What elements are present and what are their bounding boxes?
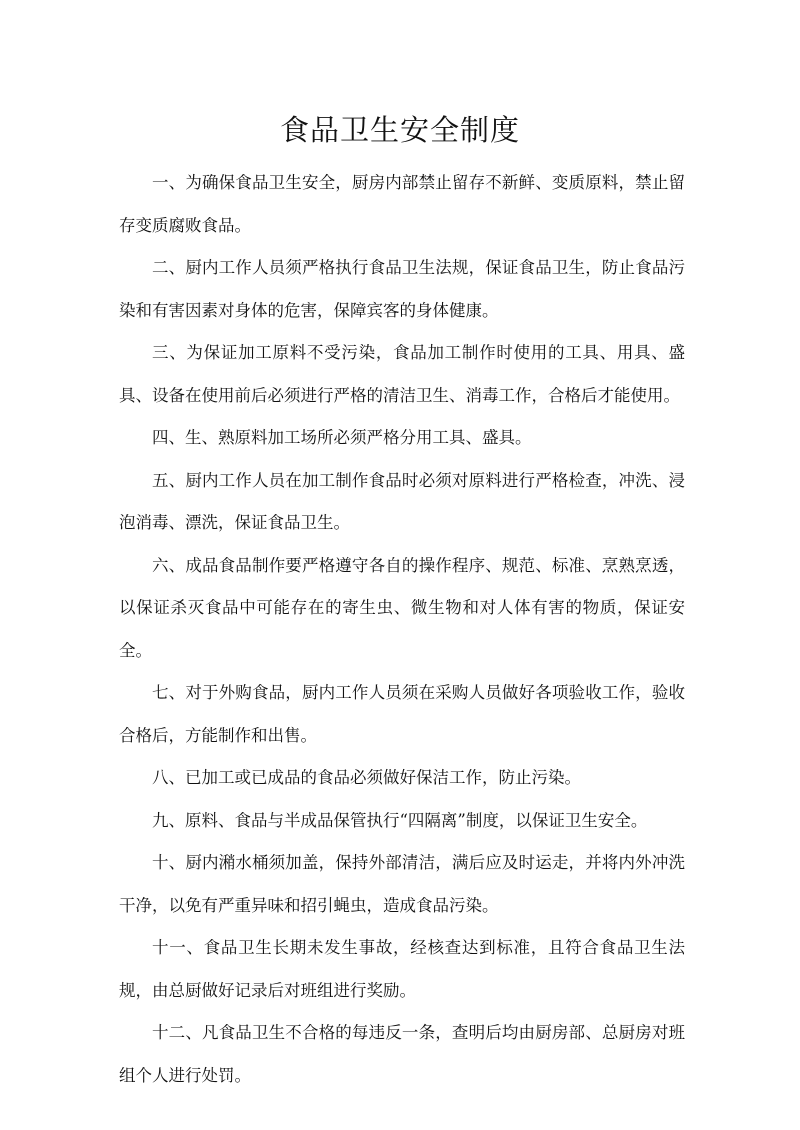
document-body: [119, 162, 685, 1097]
paragraph-11: 十一、食品卫生长期未发生事故，经核查达到标准，且符合食品卫生法规，由总厨做好记录后对班组进行奖励。: [119, 938, 685, 1000]
document-title: 食品卫生安全制度: [279, 113, 520, 147]
paragraph-3: 三、为保证加工原料不受污染，食品加工制作时使用的工具、用具、盛具、设备在使用前后必须进行严格的清洁卫生、消毒工作，合格后才能使用。: [119, 343, 685, 405]
paragraph-4: 四、生、熟原料加工场所必须严格分用工具、盛具。: [152, 428, 532, 447]
paragraph-1: 一、为确保食品卫生安全，厨房内部禁止留存不新鲜、变质原料，禁止留存变质腐败食品。: [119, 173, 685, 235]
paragraph-6: 六、成品食品制作要严格遵守各自的操作程序、规范、标准、烹熟烹透，以保证杀灭食品中可能存在的寄生虫、微生物和对人体有害的物质，保证安全。: [119, 555, 685, 660]
paragraph-9: 九、原料、食品与半成品保管执行“四隔离”制度，以保证卫生安全。: [152, 810, 648, 830]
paragraph-2: 二、厨内工作人员须严格执行食品卫生法规，保证食品卫生，防止食品污染和有害因素对身体的危害，保障宾客的身体健康。: [119, 258, 685, 320]
paragraph-10: 十、厨内潲水桶须加盖，保持外部清洁，满后应及时运走，并将内外冲洗干净，以免有严重异味和招引蝇虫，造成食品污染。: [119, 853, 685, 915]
paragraph-7: 七、对于外购食品，厨内工作人员须在采购人员做好各项验收工作，验收合格后，方能制作和出售。: [119, 683, 685, 745]
paragraph-5: 五、厨内工作人员在加工制作食品时必须对原料进行严格检查，冲洗、浸泡消毒、漂洗，保证食品卫生。: [119, 470, 685, 532]
paragraph-12: 十二、凡食品卫生不合格的每违反一条，查明后均由厨房部、总厨房对班组个人进行处罚。: [119, 1023, 685, 1085]
paragraph-8: 八、已加工或已成品的食品必须做好保洁工作，防止污染。: [152, 768, 581, 787]
